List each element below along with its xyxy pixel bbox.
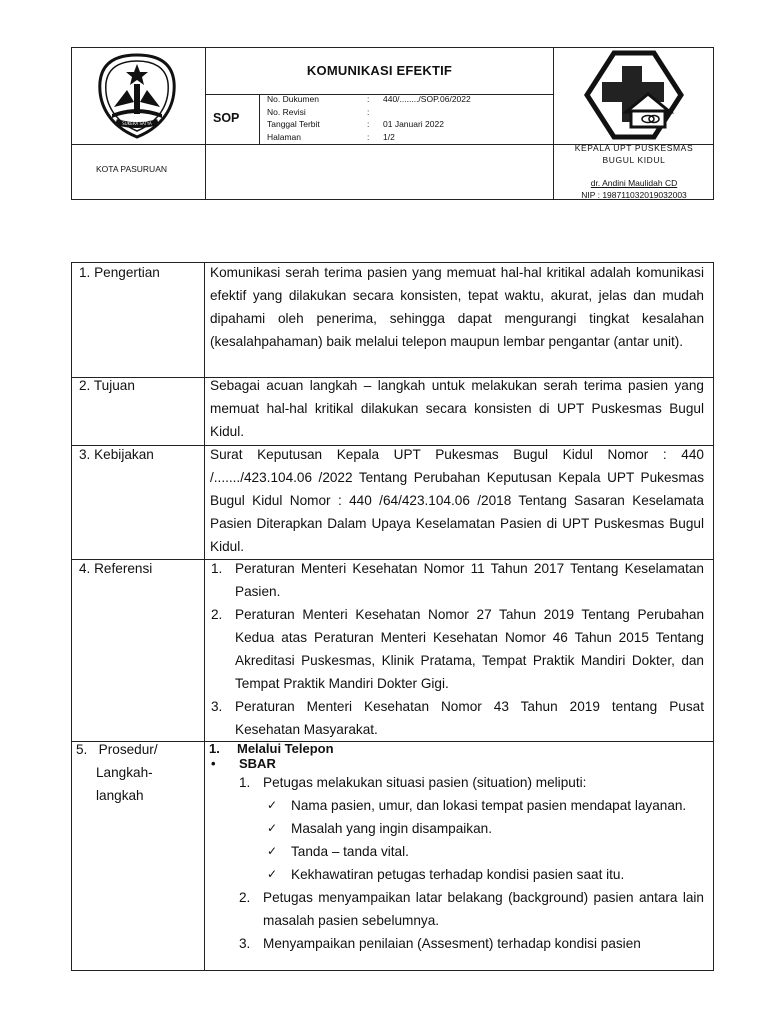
check-icon: ✓ <box>267 821 278 835</box>
field-sep: : <box>367 94 370 104</box>
puskesmas-logo-icon <box>584 50 684 140</box>
checklist-item <box>267 840 704 863</box>
field-label: Tanggal Terbit <box>267 119 320 129</box>
field-label: Halaman <box>267 131 302 142</box>
list-item <box>211 603 704 695</box>
field-value: 1/2 <box>383 131 395 142</box>
signer-nip: NIP : 198711032019032003 <box>581 189 687 200</box>
section-label-tujuan: 2. Tujuan <box>79 378 135 393</box>
label-line: langkah <box>96 788 144 803</box>
field-sep: : <box>367 131 370 142</box>
document-title: KOMUNIKASI EFEKTIF <box>306 63 453 78</box>
list-number: 1. <box>239 775 251 790</box>
field-row <box>267 106 552 119</box>
svg-text:SUKERA SATYA: SUKERA SATYA <box>122 121 152 126</box>
checklist-item <box>267 794 704 817</box>
sop-label: SOP <box>213 111 240 125</box>
field-value: 01 Januari 2022 <box>383 119 444 129</box>
list-number: 3. <box>211 699 223 714</box>
checklist-item <box>267 863 704 886</box>
list-text: Petugas menyampaikan latar belakang (background) pasien antara lain masalah pasien sebelumnya. <box>263 890 704 928</box>
list-number: 1. <box>211 561 223 576</box>
section-label-prosedur <box>76 738 158 807</box>
list-number: 2. <box>239 890 251 905</box>
city-label: KOTA PASURUAN <box>96 164 168 174</box>
procedure-heading <box>209 741 704 756</box>
check-icon: ✓ <box>267 867 278 881</box>
heading-number: 1. <box>209 741 220 756</box>
check-icon: ✓ <box>267 844 278 858</box>
checklist-text: Kekhawatiran petugas terhadap kondisi pasien saat itu. <box>291 867 625 882</box>
signer-block <box>555 143 713 201</box>
field-row <box>267 131 552 144</box>
check-icon: ✓ <box>267 798 278 812</box>
list-text: Peraturan Menteri Kesehatan Nomor 11 Tahun 2017 Tentang Keselamatan Pasien. <box>235 561 704 599</box>
section-text-pengertian: Komunikasi serah terima pasien yang memuat hal-hal kritikal adalah komunikasi efektif yang dilakukan secara konsisten, tepat waktu, akurat, jelas dan mudah dipahami oleh penerima, sehingga dapat mengurangi tingkat kesalahan (kesalahpahaman) baik melalui telepon maupun lembar pengantar (antar unit). <box>210 265 704 349</box>
field-label: No. Revisi <box>267 106 306 117</box>
list-number: 3. <box>239 936 251 951</box>
label-line: Langkah- <box>96 765 153 780</box>
field-row <box>267 93 552 106</box>
list-text: Petugas melakukan situasi pasien (situation) meliputi: <box>263 775 587 790</box>
checklist-text: Masalah yang ingin disampaikan. <box>291 821 493 836</box>
section-text-tujuan: Sebagai acuan langkah – langkah untuk melakukan serah terima pasien yang memuat hal-hal kritikal dilakukan secara konsisten di UPT Puskesmas Bugul Kidul. <box>210 378 704 439</box>
subheading-text: SBAR <box>239 756 276 771</box>
section-text-kebijakan: Surat Keputusan Kepala UPT Pukesmas Bugul Kidul Nomor : 440 /......./423.104.06 /2022 Tentang Perubahan Keputusan Kepala UPT Pukesmas Bugul Kidul Nomor : 440 /64/423.104.06 /2018 Tentang Sasaran Keselamata Pasien Diterapkan Dalam Upaya Keselamatan Pasien di UPT Puskesmas Bugul Kidul. <box>210 447 704 554</box>
list-text: Peraturan Menteri Kesehatan Nomor 43 Tahun 2019 tentang Pusat Kesehatan Masyarakat. <box>235 699 704 737</box>
checklist-text: Nama pasien, umur, dan lokasi tempat pasien mendapat layanan. <box>291 798 687 813</box>
checklist-item <box>267 817 704 840</box>
label-line: 5. Prosedur/ <box>76 742 158 757</box>
list-item <box>239 886 704 932</box>
field-label: No. Dukumen <box>267 94 319 104</box>
section-label-kebijakan: 3. Kebijakan <box>79 447 154 462</box>
city-emblem-icon <box>92 52 182 140</box>
field-sep: : <box>367 106 370 117</box>
reference-list <box>211 557 704 741</box>
procedure-subheading <box>209 756 704 771</box>
bullet-icon: • <box>211 756 216 771</box>
heading-text: Melalui Telepon <box>237 741 334 756</box>
signer-title-1: KEPALA UPT PUSKESMAS <box>574 143 694 153</box>
document-fields <box>267 93 552 143</box>
signer-title-2: BUGUL KIDUL <box>602 154 666 165</box>
checklist-text: Tanda – tanda vital. <box>291 844 409 859</box>
list-item <box>211 557 704 603</box>
list-item <box>239 771 704 794</box>
list-text: Peraturan Menteri Kesehatan Nomor 27 Tahun 2019 Tentang Perubahan Kedua atas Peraturan Menteri Kesehatan Nomor 46 Tahun 2015 Tentang Akreditasi Puskesmas, Klinik Pratama, Tempat Praktik Mandiri Dokter, dan Tempat Praktik Mandiri Dokter Gigi. <box>235 607 704 691</box>
section-label-pengertian: 1. Pengertian <box>79 265 160 280</box>
list-item <box>211 695 704 741</box>
list-item <box>239 932 704 955</box>
list-number: 2. <box>211 607 223 622</box>
list-text: Menyampaikan penilaian (Assesment) terhadap kondisi pasien <box>263 936 641 951</box>
field-row <box>267 118 552 131</box>
section-label-referensi: 4. Referensi <box>79 561 153 576</box>
procedure-content <box>209 741 704 955</box>
field-sep: : <box>367 119 370 129</box>
signer-name: dr. Andini Maulidah CD <box>590 178 678 188</box>
field-value: 440/......../SOP.06/2022 <box>383 94 471 104</box>
